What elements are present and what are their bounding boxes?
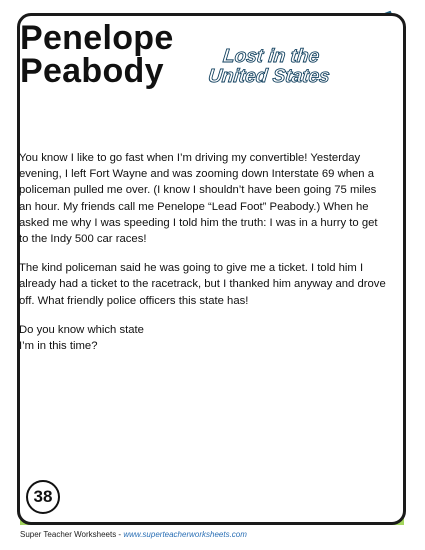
- series-badge-line-1: Lost in the: [221, 46, 321, 67]
- question-line-2: I’m in this time?: [19, 340, 98, 353]
- title-line-1: Penelope: [20, 19, 174, 57]
- footer-url-link[interactable]: www.superteacherworksheets.com: [123, 530, 247, 539]
- card-number-badge: 38: [26, 480, 60, 514]
- question-line-1: Do you know which state: [19, 323, 144, 336]
- story-paragraph: The kind policeman said he was going to give me a ticket. I told him I already had a ticket to the racetrack, but I thanked him anyway and drove off. What friendly police officers this state has!: [19, 262, 386, 307]
- story-paragraph: You know I like to go fast when I’m driving my convertible! Yesterday evening, I left Fort Wayne and was zooming down Interstate 69 when a policeman pulled me over. (I know I shouldn’t have been going 75 miles an hour. My friends call me Penelope “Lead Foot” Peabody.) When he asked me why I was speeding I told him the truth: I was in a hurry to get to the Indy 500 car races!: [19, 152, 378, 246]
- footer-brand: Super Teacher Worksheets -: [20, 530, 124, 539]
- title-line-2: Peabody: [20, 52, 164, 90]
- story-question: [19, 322, 389, 354]
- series-badge: [188, 47, 352, 87]
- page-title: [20, 19, 174, 90]
- story-text: [19, 150, 389, 367]
- footer: [20, 530, 247, 539]
- series-badge-line-2: United States: [207, 66, 331, 87]
